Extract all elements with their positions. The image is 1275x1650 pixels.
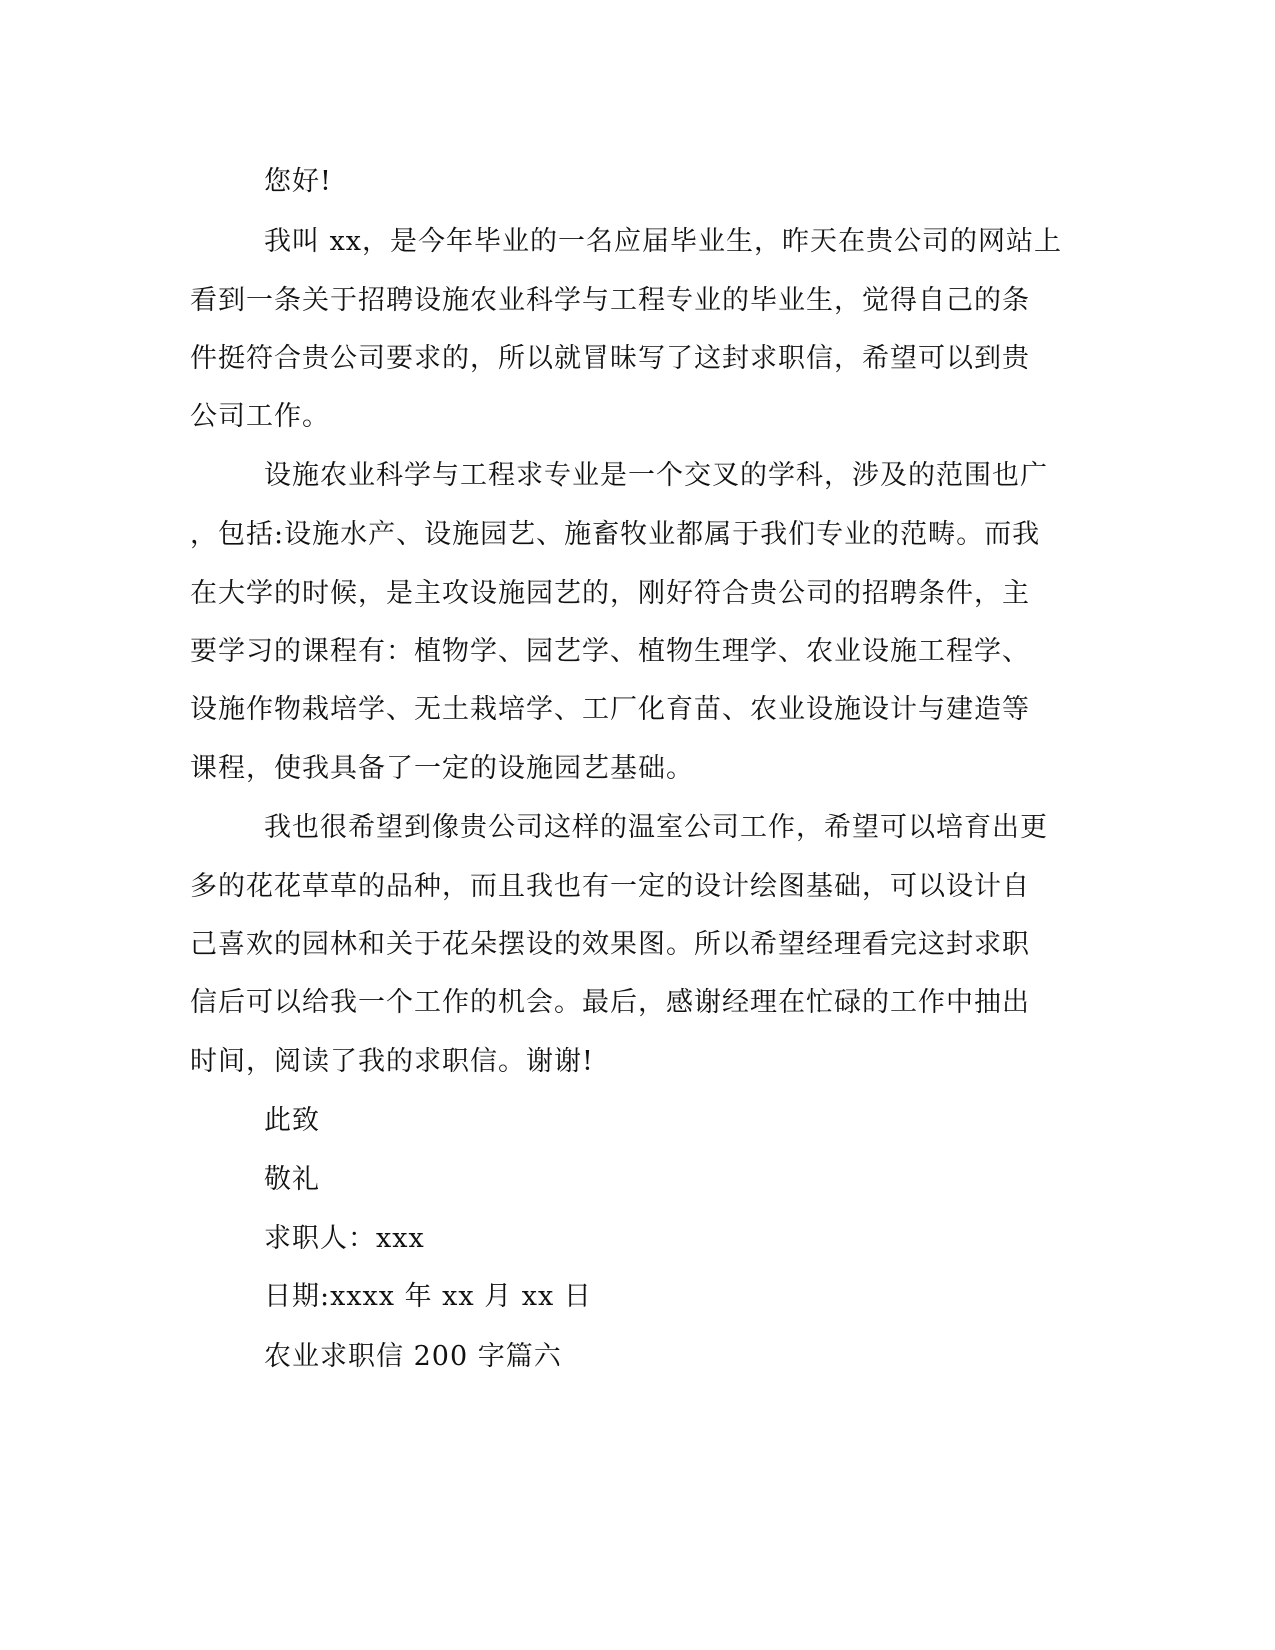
paragraph-1-line-1: 我叫 xx，是今年毕业的一名应届毕业生，昨天在贵公司的网站上 xyxy=(264,226,1063,257)
paragraph-1-line-4: 公司工作。 xyxy=(190,401,330,432)
paragraph-3-line-5: 时间，阅读了我的求职信。谢谢! xyxy=(190,1046,594,1077)
closing-salutation-2: 敬礼 xyxy=(264,1164,320,1195)
paragraph-3-line-3: 己喜欢的园林和关于花朵摆设的效果图。所以希望经理看完这封求职 xyxy=(190,929,1030,960)
paragraph-3-line-2: 多的花花草草的品种，而且我也有一定的设计绘图基础，可以设计自 xyxy=(190,871,1030,902)
paragraph-2-line-3: 在大学的时候，是主攻设施园艺的，刚好符合贵公司的招聘条件，主 xyxy=(190,578,1030,609)
paragraph-3-line-4: 信后可以给我一个工作的机会。最后，感谢经理在忙碌的工作中抽出 xyxy=(190,987,1030,1018)
next-section-heading: 农业求职信 200 字篇六 xyxy=(264,1341,562,1372)
paragraph-2-line-2: ，包括:设施水产、设施园艺、施畜牧业都属于我们专业的范畴。而我 xyxy=(190,519,1041,550)
paragraph-1-line-2: 看到一条关于招聘设施农业科学与工程专业的毕业生，觉得自己的条 xyxy=(190,285,1030,316)
paragraph-2-line-5: 设施作物栽培学、无土栽培学、工厂化育苗、农业设施设计与建造等 xyxy=(190,694,1030,725)
paragraph-1-line-3: 件挺符合贵公司要求的，所以就冒昧写了这封求职信，希望可以到贵 xyxy=(190,343,1030,374)
date: 日期:xxxx 年 xx 月 xx 日 xyxy=(264,1281,592,1312)
signature: 求职人：xxx xyxy=(264,1223,425,1254)
greeting: 您好! xyxy=(264,166,332,197)
paragraph-2-line-4: 要学习的课程有：植物学、园艺学、植物生理学、农业设施工程学、 xyxy=(190,636,1030,667)
paragraph-2-line-1: 设施农业科学与工程求专业是一个交叉的学科，涉及的范围也广 xyxy=(264,460,1048,491)
paragraph-2-line-6: 课程，使我具备了一定的设施园艺基础。 xyxy=(190,753,694,784)
paragraph-3-line-1: 我也很希望到像贵公司这样的温室公司工作，希望可以培育出更 xyxy=(264,812,1048,843)
closing-salutation-1: 此致 xyxy=(264,1105,320,1136)
